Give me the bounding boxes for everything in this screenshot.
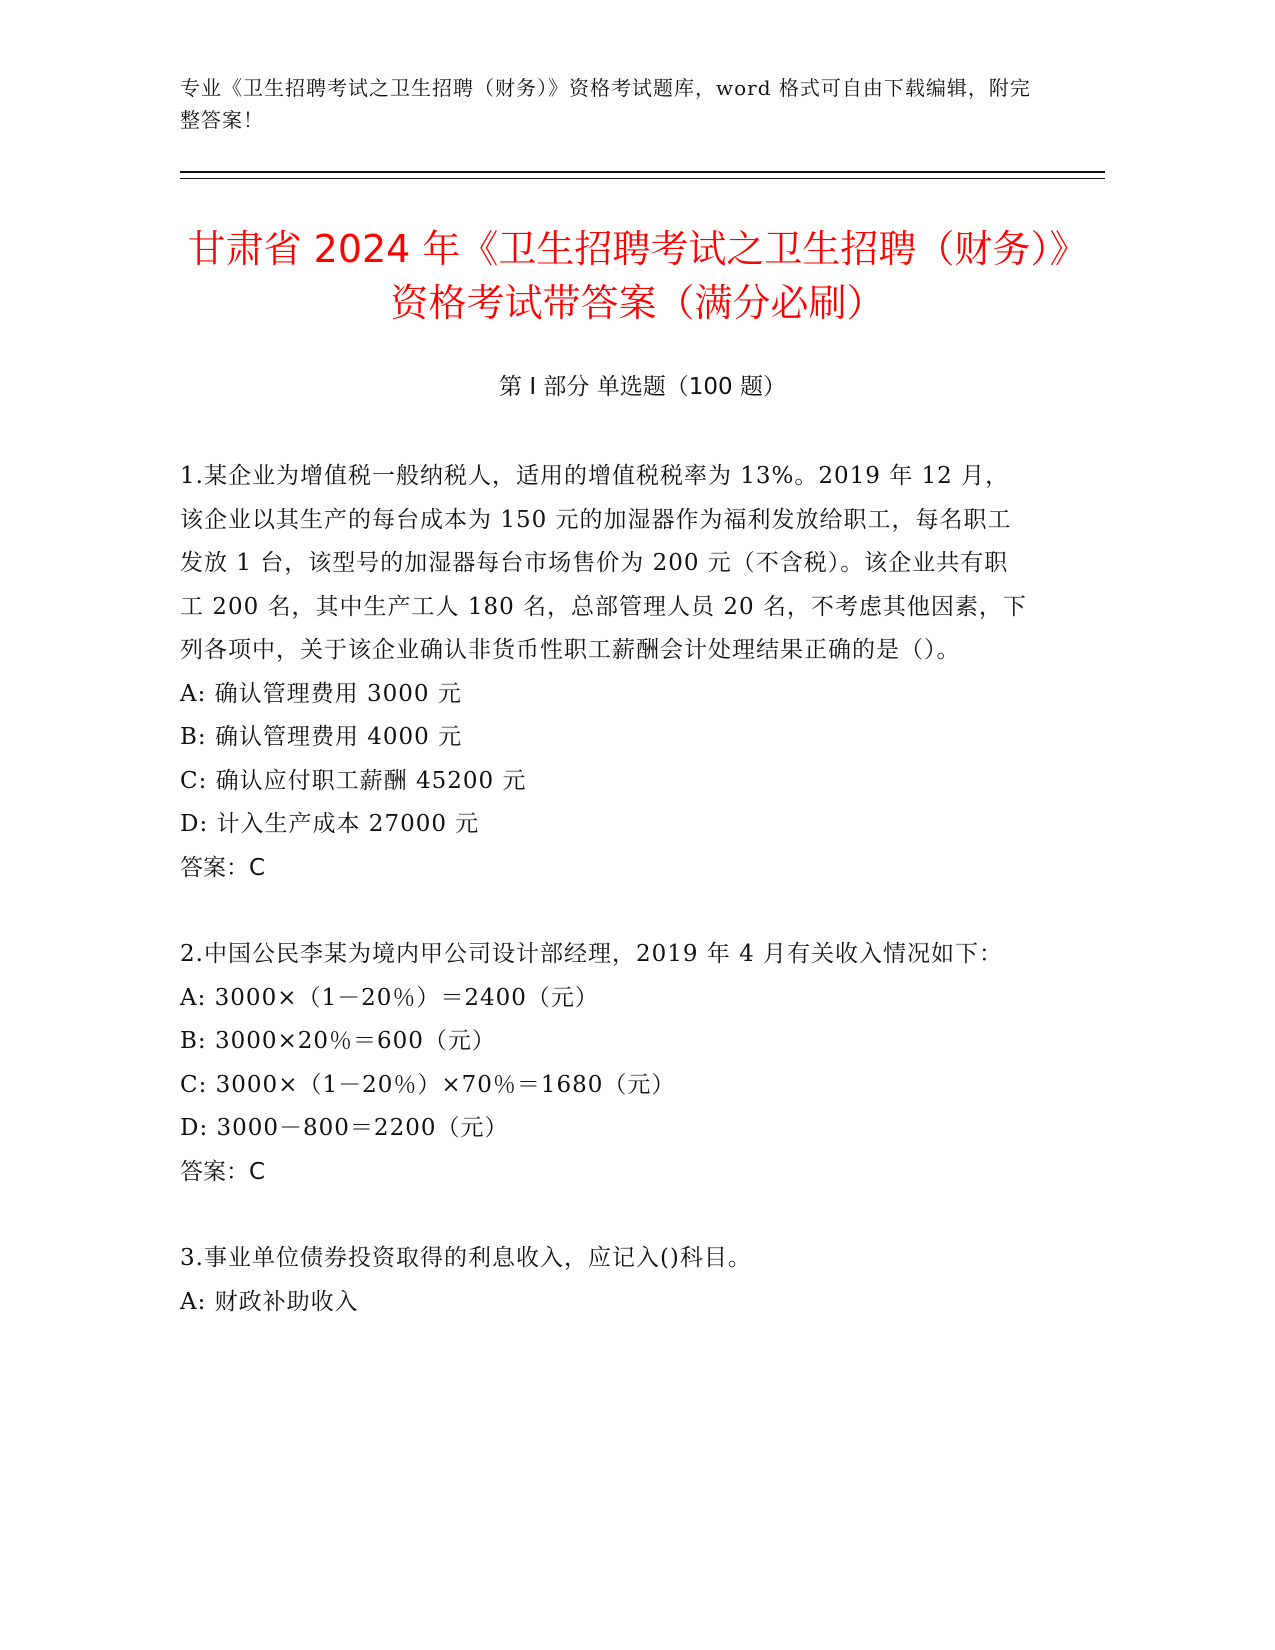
document-title: 甘肃省 2024 年《卫生招聘考试之卫生招聘（财务）》资格考试带答案（满分必刷） (187, 227, 1088, 325)
question-stem: 2.中国公民李某为境内甲公司设计部经理，2019 年 4 月有关收入情况如下： (180, 941, 1004, 967)
option-a: A: 确认管理费用 3000 元 (180, 680, 462, 707)
answer: 答案：C (180, 1158, 266, 1185)
section-heading: 第 I 部分 单选题（100 题） (499, 374, 786, 400)
header-note: 专业《卫生招聘考试之卫生招聘（财务）》资格考试题库，word 格式可自由下载编辑，附完整答案！ (180, 76, 1031, 132)
question-3 (180, 1237, 1030, 1324)
question-stem: 1.某企业为增值税一般纳税人，适用的增值税税率为 13%。2019 年 12 月，该企业以其生产的每台成本为 150 元的加湿器作为福利发放给职工，每名职工发放 1 台，该型号的加湿器每台市场售价为 200 元（不含税）。该企业共有职工 200 名，其中生产工人 180 名，总部管理人员 20 名，不考虑其他因素，下列各项中，关于该企业确认非货币性职工薪酬会计处理结果正确的是（）。 (180, 463, 1027, 663)
question-list (180, 455, 1030, 1367)
answer: 答案：C (180, 854, 266, 881)
question-2 (180, 933, 1030, 1194)
option-c: C: 3000×（1－20％）×70％＝1680（元） (180, 1071, 676, 1098)
header-divider-thick (180, 171, 1105, 173)
option-b: B: 3000×20％＝600（元） (180, 1028, 496, 1054)
option-a: A: 3000×（1－20％）＝2400（元） (180, 984, 599, 1011)
option-c: C: 确认应付职工薪酬 45200 元 (180, 767, 527, 794)
header-divider-thin (180, 178, 1105, 179)
question-stem: 3.事业单位债券投资取得的利息收入，应记入()科目。 (180, 1245, 752, 1271)
option-d: D: 3000－800＝2200（元） (180, 1115, 509, 1141)
question-1 (180, 455, 1030, 890)
option-d: D: 计入生产成本 27000 元 (180, 811, 480, 837)
option-a: A: 财政补助收入 (180, 1288, 359, 1315)
option-b: B: 确认管理费用 4000 元 (180, 724, 463, 750)
